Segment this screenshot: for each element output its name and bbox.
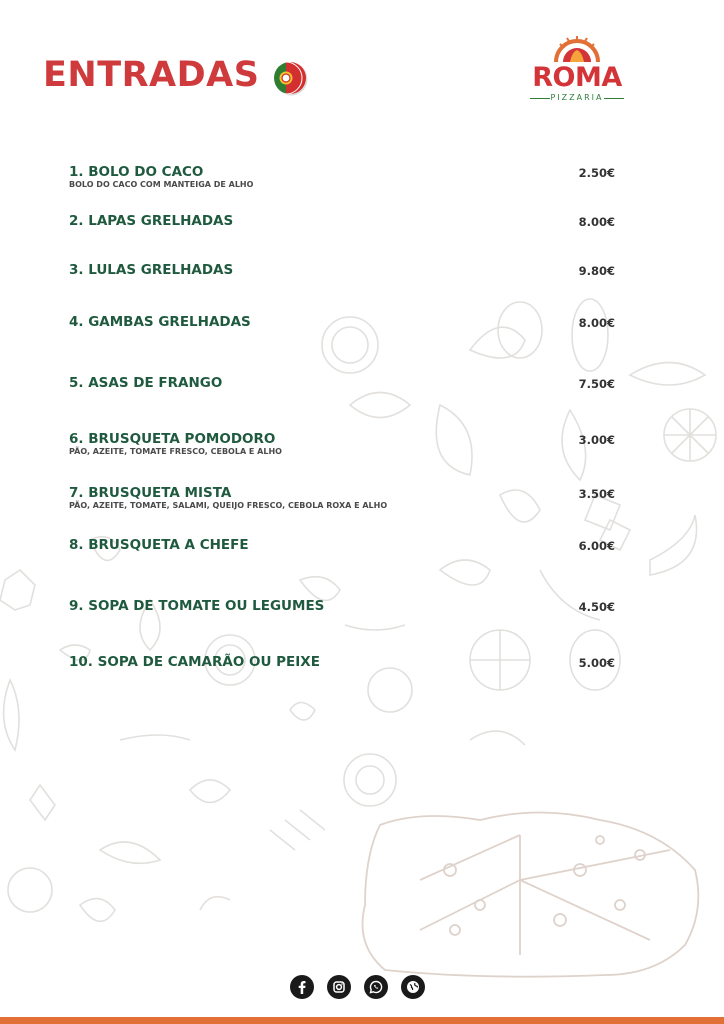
menu-item [69, 431, 617, 457]
item-description: PÃO, AZEITE, TOMATE FRESCO, CEBOLA E ALHO [69, 447, 282, 456]
menu-item [69, 598, 617, 614]
item-price: 7.50€ [578, 377, 615, 391]
logo-subtitle: PIZZARIA [550, 93, 604, 102]
item-name: 1. BOLO DO CACO [69, 164, 204, 180]
roma-pizzaria-logo [526, 34, 628, 108]
item-description: PÃO, AZEITE, TOMATE, SALAMI, QUEIJO FRESCO, CEBOLA ROXA E ALHO [69, 501, 388, 510]
portugal-flag-icon [272, 60, 308, 96]
item-price: 9.80€ [578, 264, 615, 278]
item-price: 8.00€ [578, 316, 615, 330]
whatsapp-icon[interactable] [364, 975, 388, 999]
item-name: 3. LULAS GRELHADAS [69, 262, 234, 278]
item-price: 6.00€ [578, 539, 615, 553]
menu-item [69, 485, 617, 511]
menu-item [69, 164, 617, 190]
instagram-icon[interactable] [327, 975, 351, 999]
menu-item [69, 213, 617, 229]
menu-item [69, 262, 617, 278]
item-name: 4. GAMBAS GRELHADAS [69, 314, 251, 330]
pizza-oven-icon [552, 34, 602, 64]
item-price: 4.50€ [578, 600, 615, 614]
item-price: 3.00€ [578, 433, 615, 447]
menu-item [69, 654, 617, 670]
item-name: 10. SOPA DE CAMARÃO OU PEIXE [69, 654, 320, 670]
item-price: 8.00€ [578, 215, 615, 229]
item-price: 3.50€ [578, 487, 615, 501]
logo-name: ROMA [532, 62, 622, 93]
item-name: 7. BRUSQUETA MISTA [69, 485, 232, 501]
item-name: 9. SOPA DE TOMATE OU LEGUMES [69, 598, 325, 614]
item-description: BOLO DO CACO COM MANTEIGA DE ALHO [69, 180, 254, 189]
menu-item [69, 537, 617, 553]
menu-item [69, 375, 617, 391]
facebook-icon[interactable] [290, 975, 314, 999]
globe-icon[interactable] [401, 975, 425, 999]
item-name: 6. BRUSQUETA POMODORO [69, 431, 276, 447]
item-name: 2. LAPAS GRELHADAS [69, 213, 234, 229]
item-name: 8. BRUSQUETA A CHEFE [69, 537, 249, 553]
page-title: ENTRADAS [43, 55, 260, 95]
menu-item [69, 314, 617, 330]
item-price: 5.00€ [578, 656, 615, 670]
item-name: 5. ASAS DE FRANGO [69, 375, 223, 391]
footer-accent-bar [0, 1017, 724, 1024]
item-price: 2.50€ [578, 166, 615, 180]
